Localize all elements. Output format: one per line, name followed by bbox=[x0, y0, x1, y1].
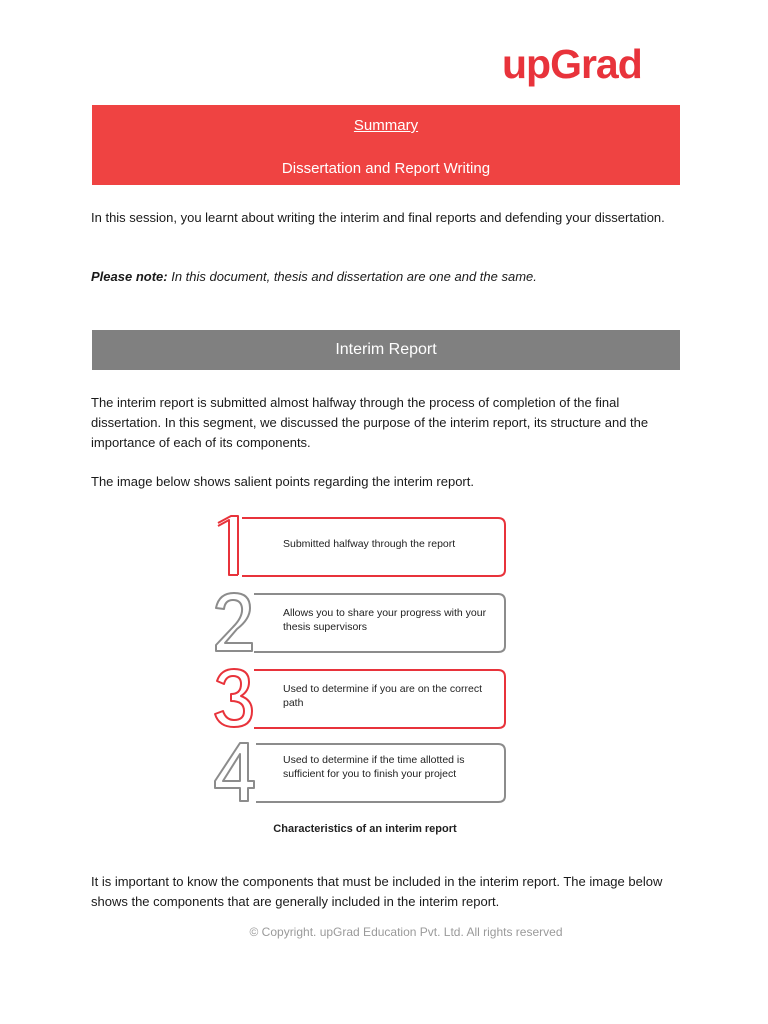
characteristic-text-3: Used to determine if you are on the correct path bbox=[283, 683, 483, 709]
copyright-footer: © Copyright. upGrad Education Pvt. Ltd. All rights reserved bbox=[249, 925, 563, 939]
interim-paragraph-3: It is important to know the components that must be included in the interim report. The image below shows the components that are generally included in the interim report. bbox=[91, 874, 663, 909]
characteristic-text-2: Allows you to share your progress with your thesis supervisors bbox=[283, 607, 487, 633]
intro-paragraph: In this session, you learnt about writing the interim and final reports and defending your dissertation. bbox=[91, 210, 665, 225]
note-text: In this document, thesis and dissertation are one and the same. bbox=[167, 269, 537, 284]
note-label: Please note: bbox=[91, 269, 168, 284]
characteristic-item-3 bbox=[212, 667, 508, 731]
interim-paragraph-1: The interim report is submitted almost halfway through the process of completion of the final dissertation. In this segment, we discussed the purpose of the interim report, its structure and the importance of each of its components. bbox=[91, 395, 649, 450]
summary-title: Summary bbox=[353, 117, 419, 134]
figure-caption: Characteristics of an interim report bbox=[273, 823, 457, 835]
characteristic-item-2 bbox=[212, 591, 508, 655]
summary-subtitle: Dissertation and Report Writing bbox=[281, 160, 491, 177]
interim-paragraph-2: The image below shows salient points regarding the interim report. bbox=[91, 474, 474, 489]
note-paragraph bbox=[91, 267, 678, 287]
characteristic-item-4 bbox=[212, 741, 508, 805]
summary-banner bbox=[92, 105, 680, 185]
characteristic-item-1 bbox=[212, 515, 508, 579]
section-banner-interim-report: Interim Report bbox=[92, 330, 680, 370]
characteristic-text-4: Used to determine if the time allotted is sufficient for you to finish your project bbox=[283, 754, 465, 780]
upgrad-logo: upGrad bbox=[502, 41, 642, 87]
characteristic-text-1: Submitted halfway through the report bbox=[283, 538, 456, 550]
